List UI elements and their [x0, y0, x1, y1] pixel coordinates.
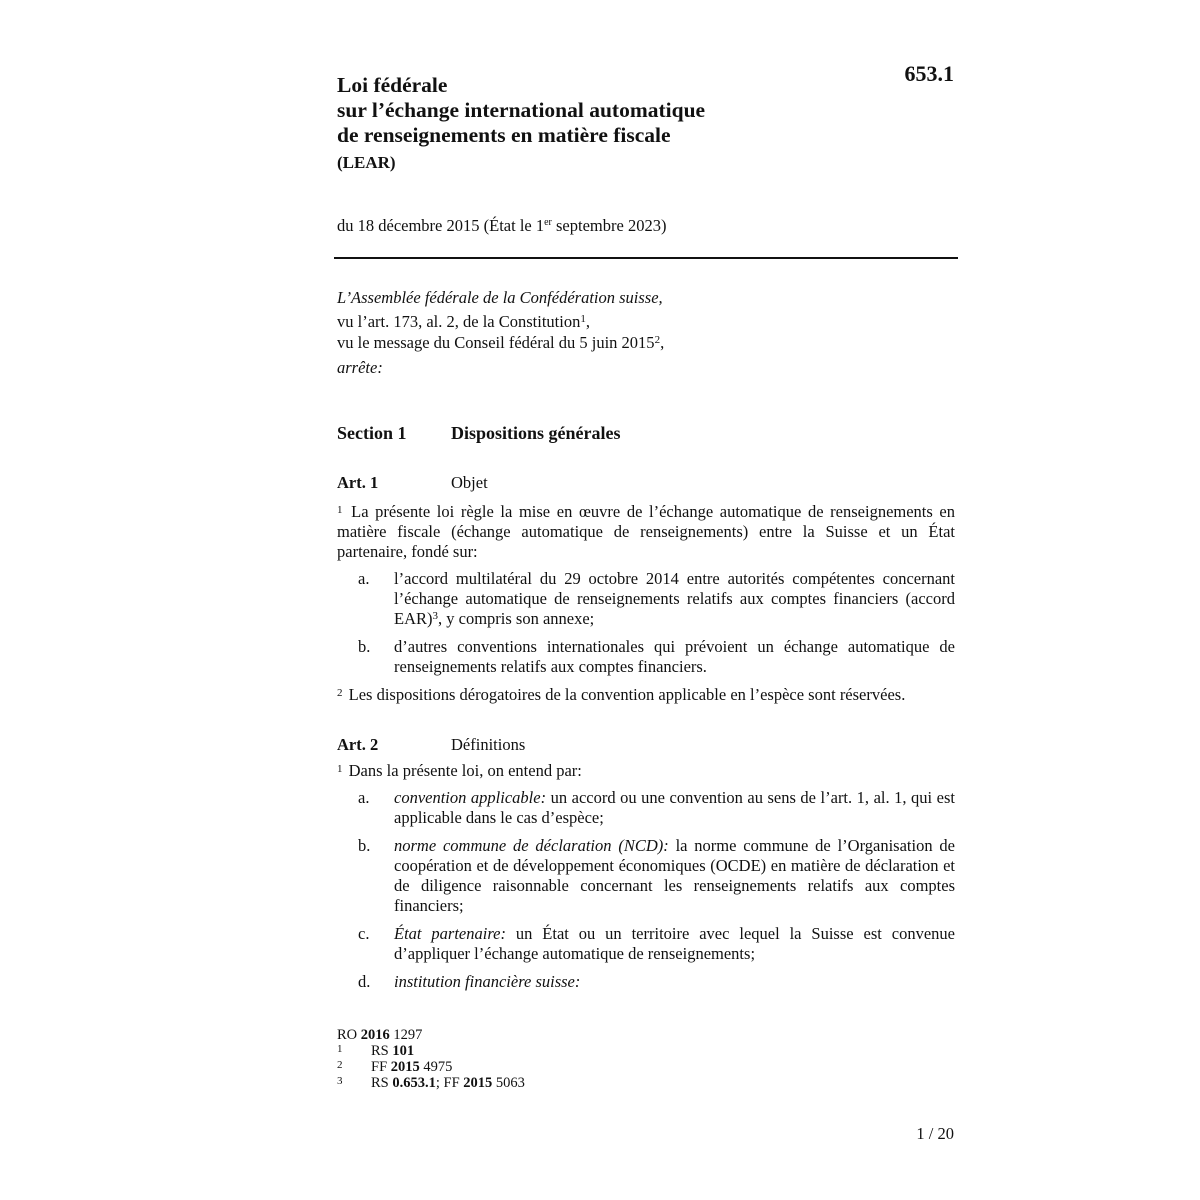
footnote-1: 1 RS 101 [337, 1043, 415, 1059]
footnote-3: 3 RS 0.653.1; FF 2015 5063 [337, 1075, 525, 1091]
footnote-ref-3[interactable]: 3 [432, 610, 438, 622]
list-item: a. l’accord multilatéral du 29 octobre 2014 entre autorités compétentes concernant l’échange automatique de renseignements relatifs aux comptes financiers (accord EAR)$^3$, y compris son annexe; [358, 569, 955, 628]
article-2-number: Art. 2 [337, 735, 379, 754]
footnote-ref-2[interactable]: 2 [654, 334, 661, 346]
article-1-list [337, 569, 955, 677]
article-2-heading [337, 735, 955, 755]
article-1-paragraph-1: $^1$ La présente loi règle la mise en œuvre de l’échange automatique de renseignements en matière fiscale (échange automatique de renseignements) entre la Suisse et un État partenaire, fondé sur: [337, 502, 956, 561]
list-item: b. d’autres conventions internationales qui prévoient un échange automatique de renseignements relatifs aux comptes financiers. [358, 637, 955, 676]
article-2-list [337, 788, 955, 992]
article-1-number: Art. 1 [337, 473, 379, 492]
title-divider [334, 257, 958, 259]
article-2-title: Définitions [451, 735, 526, 754]
title-line-3: de renseignements en matière fiscale [337, 123, 671, 147]
list-item: a. convention applicable: un accord ou une convention au sens de l’art. 1, al. 1, qui est applicable dans le cas d’espèce; [358, 788, 955, 827]
preamble-authority: L’Assemblée fédérale de la Confédération suisse, [337, 288, 663, 307]
section-heading [337, 423, 621, 444]
article-1-paragraph-2: $^2$ Les dispositions dérogatoires de la convention applicable en l’espèce sont réservées. [337, 685, 906, 704]
document-page [337, 0, 958, 1200]
preamble-constitution: vu l’art. 173, al. 2, de la Constitution$^1$, [337, 312, 590, 331]
law-abbreviation: (LEAR) [337, 153, 396, 172]
preamble-decree: arrête: [337, 358, 383, 377]
preamble-message: vu le message du Conseil fédéral du 5 juin 2015$^2$, [337, 333, 665, 352]
title-line-1: Loi fédérale [337, 73, 448, 97]
article-2-paragraph-1: $^1$ Dans la présente loi, on entend par: [337, 761, 582, 780]
list-item: d. institution financière suisse: [358, 972, 581, 991]
section-title: Dispositions générales [451, 423, 621, 443]
section-label: Section 1 [337, 423, 407, 443]
article-1-title: Objet [451, 473, 488, 492]
preamble [337, 287, 664, 378]
article-2 [337, 735, 955, 1000]
list-item: b. norme commune de déclaration (NCD): la norme commune de l’Organisation de coopération et de développement économiques (OCDE) en matière de déclaration et de diligence raisonnable concernant les renseignements relatifs aux comptes financiers; [358, 836, 955, 915]
law-title [337, 73, 877, 173]
article-1-heading [337, 473, 955, 493]
title-line-2: sur l’échange international automatique [337, 98, 706, 122]
official-compilation-ref: RO 2016 1297 [337, 1027, 423, 1043]
sr-number: 653.1 [904, 61, 954, 86]
article-1 [337, 473, 955, 712]
list-item: c. État partenaire: un État ou un territoire avec lequel la Suisse est convenue d’appliquer l’échange automatique de renseignements; [358, 924, 955, 963]
footnotes [337, 1027, 525, 1091]
page-number: 1 / 20 [916, 1124, 954, 1143]
footnote-ref-1[interactable]: 1 [580, 313, 586, 325]
footnote-2: 2 FF 2015 4975 [337, 1059, 453, 1075]
date-line: du 18 décembre 2015 (État le 1er septembre 2023) [337, 216, 667, 235]
